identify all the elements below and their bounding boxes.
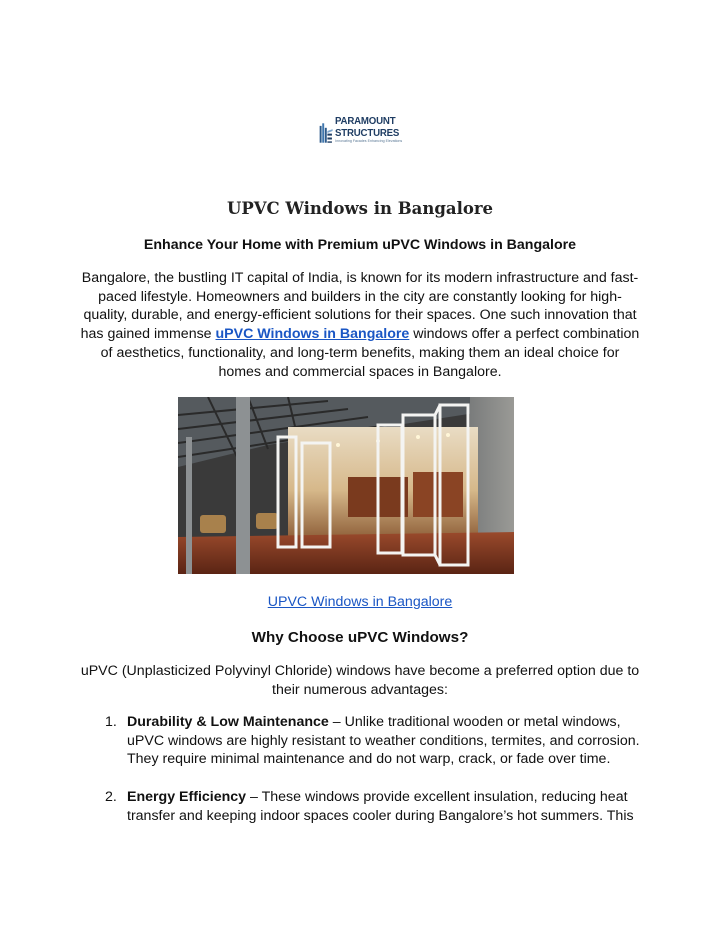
list-item-text: – Unlike traditional wooden or metal windows, uPVC windows are highly resistant to weather conditions, termites, and corrosion. They require minimal maintenance and do not warp, crack, or fade over time. xyxy=(127,714,640,768)
section-heading: Why Choose uPVC Windows? xyxy=(251,629,469,646)
logo-line-1: PARAMOUNT xyxy=(335,115,396,127)
intro-text-after: windows offer a perfect combination of aesthetics, functionality, and long-term benefits, making them an ideal choice for homes and commercial spaces in Bangalore. xyxy=(100,326,640,380)
list-item xyxy=(100,713,640,769)
list-item-title: Durability & Low Maintenance xyxy=(127,714,329,730)
logo-line-2: STRUCTURES xyxy=(335,126,400,139)
section-intro: uPVC (Unplasticized Polyvinyl Chloride) windows have become a preferred option due to their numerous advantages: xyxy=(80,663,640,698)
page-title: UPVC Windows in Bangalore xyxy=(226,199,494,218)
upvc-windows-link[interactable]: uPVC Windows in Bangalore xyxy=(215,326,410,343)
list-item-text: – These windows provide excellent insulation, reducing heat transfer and keeping indoor spaces cooler during Bangalore’s hot summers. This xyxy=(127,789,634,824)
company-logo xyxy=(319,116,405,154)
list-number: 1. xyxy=(105,714,117,730)
intro-paragraph xyxy=(80,269,640,381)
image-caption[interactable]: UPVC Windows in Bangalore xyxy=(267,594,453,610)
upvc-windows-photo xyxy=(178,397,514,574)
list-item xyxy=(100,788,640,825)
intro-text-before: Bangalore, the bustling IT capital of India, is known for its modern infrastructure and fast-paced lifestyle. Homeowners and builders in the city are constantly looking for high-quality, durable, and energy-efficient solutions for their spaces. One such innovation that has gained immense xyxy=(80,270,639,343)
building-logo-icon xyxy=(319,116,333,150)
advantages-list xyxy=(100,713,640,845)
logo-tagline: Innovating Facades Enhancing Elevations xyxy=(335,139,403,143)
subtitle: Enhance Your Home with Premium uPVC Windows in Bangalore xyxy=(143,237,577,253)
list-item-title: Energy Efficiency xyxy=(127,789,247,806)
list-number: 2. xyxy=(105,789,117,806)
